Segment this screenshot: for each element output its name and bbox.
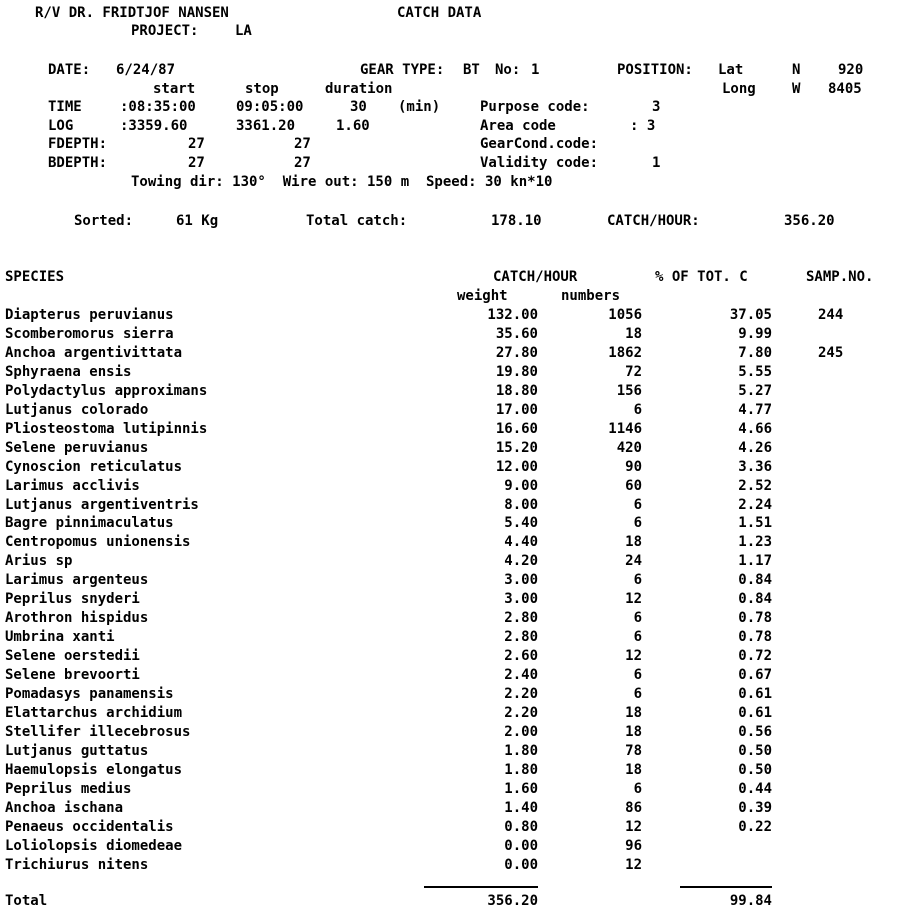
species-name: Anchoa argentivittata	[5, 345, 183, 361]
pct-value: 1.51	[738, 515, 772, 531]
date-label: DATE:	[48, 62, 91, 78]
numbers-value: 18	[625, 724, 642, 740]
weight-total-rule	[424, 886, 538, 888]
weight-value: 17.00	[495, 402, 538, 418]
pct-value: 4.26	[738, 440, 772, 456]
time-duration: 30	[350, 99, 367, 115]
pct-value: 4.77	[738, 402, 772, 418]
pct-value: 0.56	[738, 724, 772, 740]
purpose-code-value: 3	[652, 99, 661, 115]
time-label: TIME	[48, 99, 82, 115]
validity-code-value: 1	[652, 155, 661, 171]
weight-value: 1.40	[504, 800, 538, 816]
numbers-value: 6	[633, 402, 642, 418]
weight-value: 1.60	[504, 781, 538, 797]
pct-value: 0.22	[738, 819, 772, 835]
gear-type-label: GEAR TYPE:	[360, 62, 445, 78]
fdepth-start: 27	[188, 136, 205, 152]
weight-value: 19.80	[495, 364, 538, 380]
numbers-value: 72	[625, 364, 642, 380]
species-name: Centropomus unionensis	[5, 534, 191, 550]
species-name: Selene peruvianus	[5, 440, 149, 456]
numbers-value: 1056	[608, 307, 642, 323]
pct-value: 0.72	[738, 648, 772, 664]
col-subheader-weight: weight	[457, 288, 508, 304]
numbers-value: 1146	[608, 421, 642, 437]
weight-value: 0.00	[504, 838, 538, 854]
numbers-value: 18	[625, 534, 642, 550]
numbers-value: 156	[616, 383, 642, 399]
gear-type-value: BT	[463, 62, 480, 78]
species-name: Larimus argenteus	[5, 572, 149, 588]
long-label: Long	[722, 81, 756, 97]
species-name: Pliosteostoma lutipinnis	[5, 421, 208, 437]
report-title: CATCH DATA	[397, 5, 482, 21]
bdepth-label: BDEPTH:	[48, 155, 108, 171]
total-catch-label: Total catch:	[306, 213, 408, 229]
weight-value: 0.00	[504, 857, 538, 873]
species-name: Cynoscion reticulatus	[5, 459, 183, 475]
total-catch-value: 178.10	[491, 213, 542, 229]
numbers-value: 18	[625, 326, 642, 342]
gear-no-value: 1	[531, 62, 540, 78]
pct-value: 0.61	[738, 705, 772, 721]
weight-value: 3.00	[504, 572, 538, 588]
weight-value: 16.60	[495, 421, 538, 437]
col-header-species: SPECIES	[5, 269, 65, 285]
sample-no-value: 245	[818, 345, 844, 361]
species-name: Stellifer illecebrosus	[5, 724, 191, 740]
numbers-value: 6	[633, 497, 642, 513]
col-header-pct-total: % OF TOT. C	[655, 269, 748, 285]
numbers-value: 6	[633, 572, 642, 588]
pct-value: 0.67	[738, 667, 772, 683]
fdepth-label: FDEPTH:	[48, 136, 108, 152]
species-name: Sphyraena ensis	[5, 364, 132, 380]
numbers-value: 6	[633, 629, 642, 645]
gearcond-code-label: GearCond.code:	[480, 136, 599, 152]
weight-value: 2.20	[504, 686, 538, 702]
gear-no-label: No:	[495, 62, 521, 78]
log-start: :3359.60	[120, 118, 188, 134]
bdepth-start: 27	[188, 155, 205, 171]
numbers-value: 6	[633, 686, 642, 702]
area-code-label: Area code	[480, 118, 556, 134]
col-start: start	[153, 81, 196, 97]
pct-value: 9.99	[738, 326, 772, 342]
col-stop: stop	[245, 81, 279, 97]
weight-value: 4.40	[504, 534, 538, 550]
pct-value: 2.24	[738, 497, 772, 513]
pct-value: 0.44	[738, 781, 772, 797]
weight-value: 15.20	[495, 440, 538, 456]
pct-value: 2.52	[738, 478, 772, 494]
pct-value: 37.05	[729, 307, 772, 323]
species-name: Elattarchus archidium	[5, 705, 183, 721]
lat-hemisphere: N	[792, 62, 801, 78]
total-weight-value: 356.20	[487, 893, 538, 909]
numbers-value: 6	[633, 610, 642, 626]
numbers-value: 12	[625, 591, 642, 607]
vessel-name: R/V DR. FRIDTJOF NANSEN	[35, 5, 229, 21]
weight-value: 8.00	[504, 497, 538, 513]
weight-value: 2.00	[504, 724, 538, 740]
species-name: Anchoa ischana	[5, 800, 124, 816]
species-name: Diapterus peruvianus	[5, 307, 174, 323]
species-name: Penaeus occidentalis	[5, 819, 174, 835]
numbers-value: 86	[625, 800, 642, 816]
bdepth-stop: 27	[294, 155, 311, 171]
species-name: Larimus acclivis	[5, 478, 140, 494]
species-name: Peprilus snyderi	[5, 591, 140, 607]
purpose-code-label: Purpose code:	[480, 99, 590, 115]
numbers-value: 96	[625, 838, 642, 854]
species-name: Trichiurus nitens	[5, 857, 149, 873]
species-name: Lutjanus colorado	[5, 402, 149, 418]
pct-value: 0.39	[738, 800, 772, 816]
numbers-value: 24	[625, 553, 642, 569]
long-value: 8405	[828, 81, 862, 97]
species-name: Arius sp	[5, 553, 73, 569]
project-label: PROJECT:	[131, 23, 199, 39]
date-value: 6/24/87	[116, 62, 176, 78]
numbers-value: 6	[633, 781, 642, 797]
log-label: LOG	[48, 118, 74, 134]
pct-value: 0.50	[738, 743, 772, 759]
numbers-value: 12	[625, 819, 642, 835]
numbers-value: 1862	[608, 345, 642, 361]
catch-per-hour-label: CATCH/HOUR:	[607, 213, 700, 229]
pct-value: 0.84	[738, 572, 772, 588]
catch-per-hour-value: 356.20	[784, 213, 835, 229]
log-distance: 1.60	[336, 118, 370, 134]
numbers-value: 420	[616, 440, 642, 456]
species-name: Selene oerstedii	[5, 648, 140, 664]
pct-total-rule	[680, 886, 772, 888]
numbers-value: 6	[633, 667, 642, 683]
pct-value: 0.61	[738, 686, 772, 702]
weight-value: 9.00	[504, 478, 538, 494]
weight-value: 1.80	[504, 762, 538, 778]
species-name: Bagre pinnimaculatus	[5, 515, 174, 531]
sorted-label: Sorted:	[74, 213, 134, 229]
species-name: Polydactylus approximans	[5, 383, 208, 399]
weight-value: 2.80	[504, 629, 538, 645]
weight-value: 5.40	[504, 515, 538, 531]
numbers-value: 18	[625, 762, 642, 778]
numbers-value: 60	[625, 478, 642, 494]
weight-value: 2.40	[504, 667, 538, 683]
long-hemisphere: W	[792, 81, 801, 97]
numbers-value: 12	[625, 648, 642, 664]
pct-value: 5.55	[738, 364, 772, 380]
project-value: LA	[235, 23, 252, 39]
pct-value: 3.36	[738, 459, 772, 475]
species-name: Pomadasys panamensis	[5, 686, 174, 702]
pct-value: 1.17	[738, 553, 772, 569]
numbers-value: 78	[625, 743, 642, 759]
numbers-value: 6	[633, 515, 642, 531]
log-stop: 3361.20	[236, 118, 296, 134]
time-unit: (min)	[398, 99, 441, 115]
towing-info: Towing dir: 130° Wire out: 150 m Speed: 30 kn*10	[131, 174, 553, 190]
lat-label: Lat	[718, 62, 744, 78]
numbers-value: 90	[625, 459, 642, 475]
weight-value: 3.00	[504, 591, 538, 607]
pct-value: 0.50	[738, 762, 772, 778]
weight-value: 2.80	[504, 610, 538, 626]
weight-value: 0.80	[504, 819, 538, 835]
species-name: Lutjanus argentiventris	[5, 497, 199, 513]
col-duration: duration	[325, 81, 393, 97]
species-name: Scomberomorus sierra	[5, 326, 174, 342]
species-name: Selene brevoorti	[5, 667, 140, 683]
fdepth-stop: 27	[294, 136, 311, 152]
species-name: Lutjanus guttatus	[5, 743, 149, 759]
pct-value: 0.78	[738, 629, 772, 645]
species-name: Peprilus medius	[5, 781, 132, 797]
numbers-value: 18	[625, 705, 642, 721]
pct-value: 1.23	[738, 534, 772, 550]
numbers-value: 12	[625, 857, 642, 873]
pct-value: 5.27	[738, 383, 772, 399]
time-stop: 09:05:00	[236, 99, 304, 115]
pct-value: 0.84	[738, 591, 772, 607]
weight-value: 27.80	[495, 345, 538, 361]
total-label: Total	[5, 893, 48, 909]
pct-value: 0.78	[738, 610, 772, 626]
weight-value: 12.00	[495, 459, 538, 475]
weight-value: 132.00	[487, 307, 538, 323]
weight-value: 35.60	[495, 326, 538, 342]
species-name: Haemulopsis elongatus	[5, 762, 183, 778]
species-name: Umbrina xanti	[5, 629, 115, 645]
area-code-value: : 3	[630, 118, 656, 134]
lat-value: 920	[838, 62, 864, 78]
sample-no-value: 244	[818, 307, 844, 323]
species-name: Arothron hispidus	[5, 610, 149, 626]
total-pct-value: 99.84	[729, 893, 772, 909]
weight-value: 2.20	[504, 705, 538, 721]
validity-code-label: Validity code:	[480, 155, 599, 171]
col-header-catch-hour: CATCH/HOUR	[493, 269, 578, 285]
col-header-sample-no: SAMP.NO.	[806, 269, 874, 285]
position-label: POSITION:	[617, 62, 693, 78]
weight-value: 4.20	[504, 553, 538, 569]
pct-value: 4.66	[738, 421, 772, 437]
weight-value: 18.80	[495, 383, 538, 399]
weight-value: 1.80	[504, 743, 538, 759]
sorted-value: 61 Kg	[176, 213, 219, 229]
species-name: Loliolopsis diomedeae	[5, 838, 183, 854]
weight-value: 2.60	[504, 648, 538, 664]
pct-value: 7.80	[738, 345, 772, 361]
col-subheader-numbers: numbers	[561, 288, 621, 304]
time-start: :08:35:00	[120, 99, 196, 115]
